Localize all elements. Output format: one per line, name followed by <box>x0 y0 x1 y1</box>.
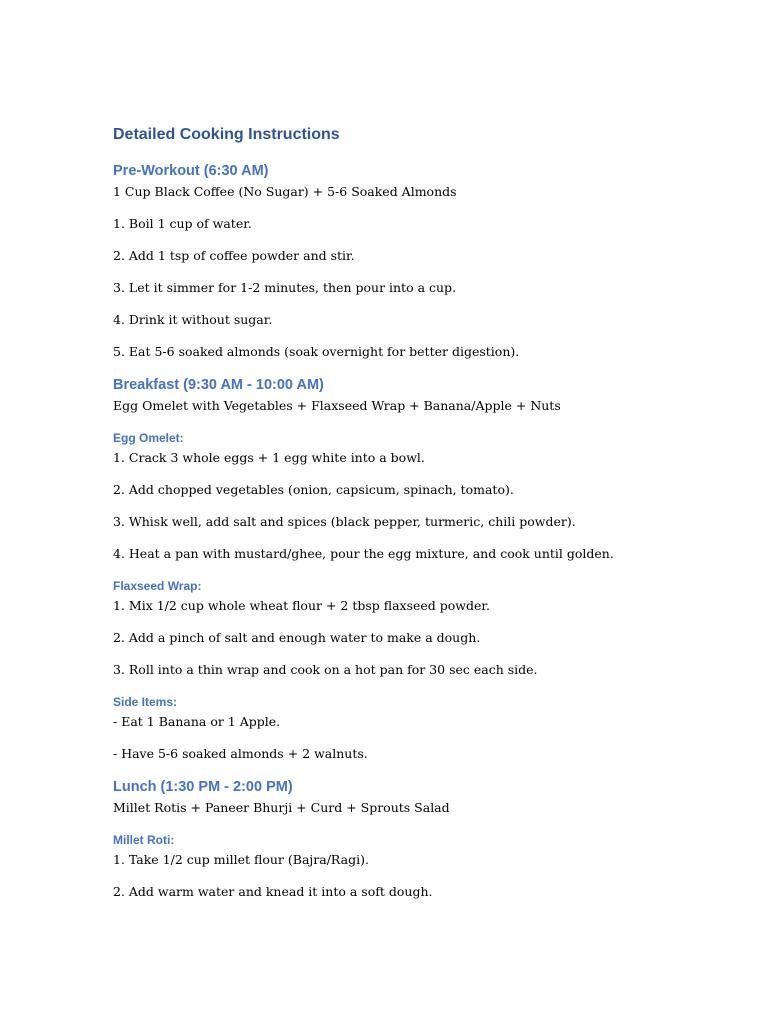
step-item: - Eat 1 Banana or 1 Apple. <box>113 714 281 729</box>
subsection-heading: Flaxseed Wrap: <box>113 579 202 593</box>
step-item: 3. Roll into a thin wrap and cook on a hot pan for 30 sec each side. <box>113 662 538 677</box>
step-item: 2. Add chopped vegetables (onion, capsicum, spinach, tomato). <box>113 482 514 497</box>
document-page <box>113 124 733 915</box>
step-item: 3. Let it simmer for 1-2 minutes, then pour into a cup. <box>113 280 457 295</box>
step-item: 2. Add 1 tsp of coffee powder and stir. <box>113 248 355 263</box>
subsection-heading: Egg Omelet: <box>113 431 184 445</box>
section-summary: Egg Omelet with Vegetables + Flaxseed Wrap + Banana/Apple + Nuts <box>113 398 561 413</box>
step-item: 2. Add a pinch of salt and enough water to make a dough. <box>113 630 481 645</box>
section-pre-workout <box>113 161 733 361</box>
section-heading: Pre-Workout (6:30 AM) <box>113 163 269 179</box>
subsection-heading: Millet Roti: <box>113 833 175 847</box>
step-item: 4. Heat a pan with mustard/ghee, pour the egg mixture, and cook until golden. <box>113 546 614 561</box>
subsection-side-items <box>113 693 733 763</box>
step-item: 5. Eat 5-6 soaked almonds (soak overnight for better digestion). <box>113 344 520 359</box>
document-title: Detailed Cooking Instructions <box>113 126 340 143</box>
section-heading: Lunch (1:30 PM - 2:00 PM) <box>113 779 293 795</box>
step-item: - Have 5-6 soaked almonds + 2 walnuts. <box>113 746 368 761</box>
subsection-millet-roti <box>113 831 733 901</box>
subsection-flaxseed-wrap <box>113 577 733 679</box>
section-lunch <box>113 777 733 901</box>
subsection-egg-omelet <box>113 429 733 563</box>
section-summary: Millet Rotis + Paneer Bhurji + Curd + Sprouts Salad <box>113 800 450 815</box>
section-summary: 1 Cup Black Coffee (No Sugar) + 5-6 Soaked Almonds <box>113 184 457 199</box>
step-item: 1. Take 1/2 cup millet flour (Bajra/Ragi). <box>113 852 369 867</box>
step-item: 1. Boil 1 cup of water. <box>113 216 252 231</box>
subsection-heading: Side Items: <box>113 695 178 709</box>
step-item: 1. Crack 3 whole eggs + 1 egg white into a bowl. <box>113 450 425 465</box>
section-heading: Breakfast (9:30 AM - 10:00 AM) <box>113 377 324 393</box>
step-item: 4. Drink it without sugar. <box>113 312 273 327</box>
step-item: 3. Whisk well, add salt and spices (black pepper, turmeric, chili powder). <box>113 514 576 529</box>
step-item: 1. Mix 1/2 cup whole wheat flour + 2 tbsp flaxseed powder. <box>113 598 490 613</box>
step-item: 2. Add warm water and knead it into a soft dough. <box>113 884 433 899</box>
section-breakfast <box>113 375 733 763</box>
